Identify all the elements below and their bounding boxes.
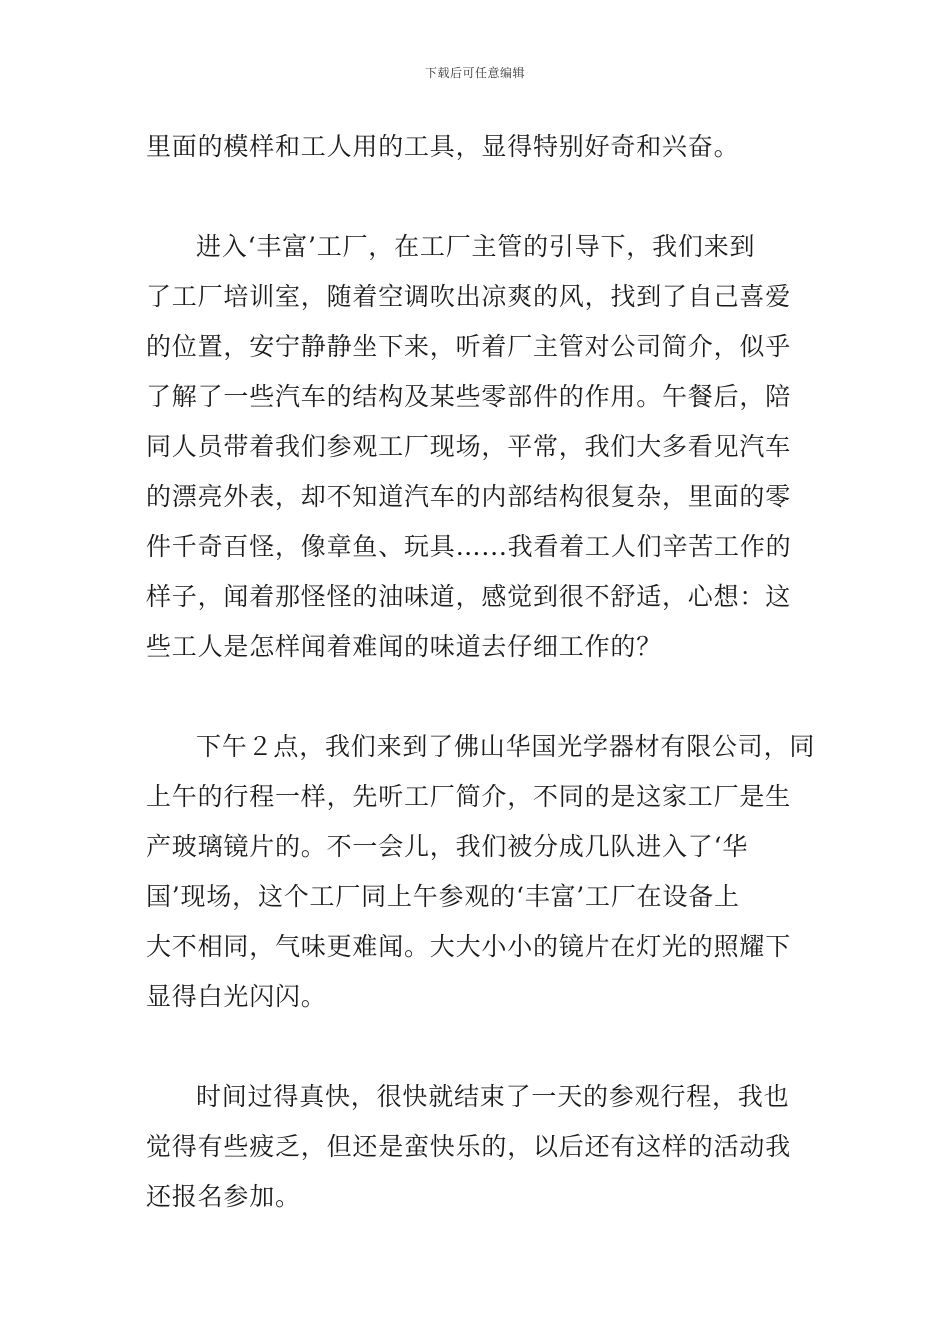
text-line: 了工厂培训室，随着空调吹出凉爽的风，找到了自己喜爱 bbox=[146, 282, 792, 311]
text-line: 产玻璃镜片的。不一会儿，我们被分成几队进入了‘华 bbox=[146, 832, 749, 861]
paragraph-gap bbox=[146, 672, 808, 722]
text-line: 下午２点，我们来到了佛山华国光学器材有限公司，同 bbox=[196, 732, 816, 761]
paragraph-conclusion bbox=[146, 1072, 808, 1222]
text-line: 的位置，安宁静静坐下来，听着厂主管对公司简介，似乎 bbox=[146, 332, 792, 361]
text-line: 里面的模样和工人用的工具，显得特别好奇和兴奋。 bbox=[146, 132, 740, 161]
text-line: 显得白光闪闪。 bbox=[146, 982, 327, 1011]
text-line: 样子，闻着那怪怪的油味道，感觉到很不舒适，心想：这 bbox=[146, 582, 792, 611]
text-line: 些工人是怎样闻着难闻的味道去仔细工作的？ bbox=[146, 632, 663, 661]
text-line: 上午的行程一样，先听工厂简介，不同的是这家工厂是生 bbox=[146, 782, 792, 811]
text-line: 件千奇百怪，像章鱼、玩具…...我看着工人们辛苦工作的 bbox=[146, 532, 792, 561]
paragraph-afternoon-visit bbox=[146, 722, 816, 1022]
paragraph-continuation bbox=[146, 122, 808, 172]
page-header: 下载后可任意编辑 bbox=[424, 66, 525, 80]
text-line: 国’现场，这个工厂同上午参观的‘丰富’工厂在设备上 bbox=[146, 882, 740, 911]
text-line: 大不相同，气味更难闻。大大小小的镜片在灯光的照耀下 bbox=[146, 932, 792, 961]
text-line: 的漂亮外表，却不知道汽车的内部结构很复杂，里面的零 bbox=[146, 482, 792, 511]
text-line: 同人员带着我们参观工厂现场，平常，我们大多看见汽车 bbox=[146, 432, 792, 461]
document-body bbox=[146, 122, 816, 1222]
text-line: 时间过得真快，很快就结束了一天的参观行程，我也 bbox=[196, 1082, 790, 1111]
text-line: 进入‘丰富’工厂，在工厂主管的引导下，我们来到 bbox=[196, 232, 756, 261]
text-line: 了解了一些汽车的结构及某些零部件的作用。午餐后，陪 bbox=[146, 382, 792, 411]
paragraph-gap bbox=[146, 172, 808, 222]
text-line: 还报名参加。 bbox=[146, 1182, 301, 1211]
paragraph-factory-visit bbox=[146, 222, 808, 672]
text-line: 觉得有些疲乏，但还是蛮快乐的，以后还有这样的活动我 bbox=[146, 1132, 792, 1161]
paragraph-gap bbox=[146, 1022, 808, 1072]
